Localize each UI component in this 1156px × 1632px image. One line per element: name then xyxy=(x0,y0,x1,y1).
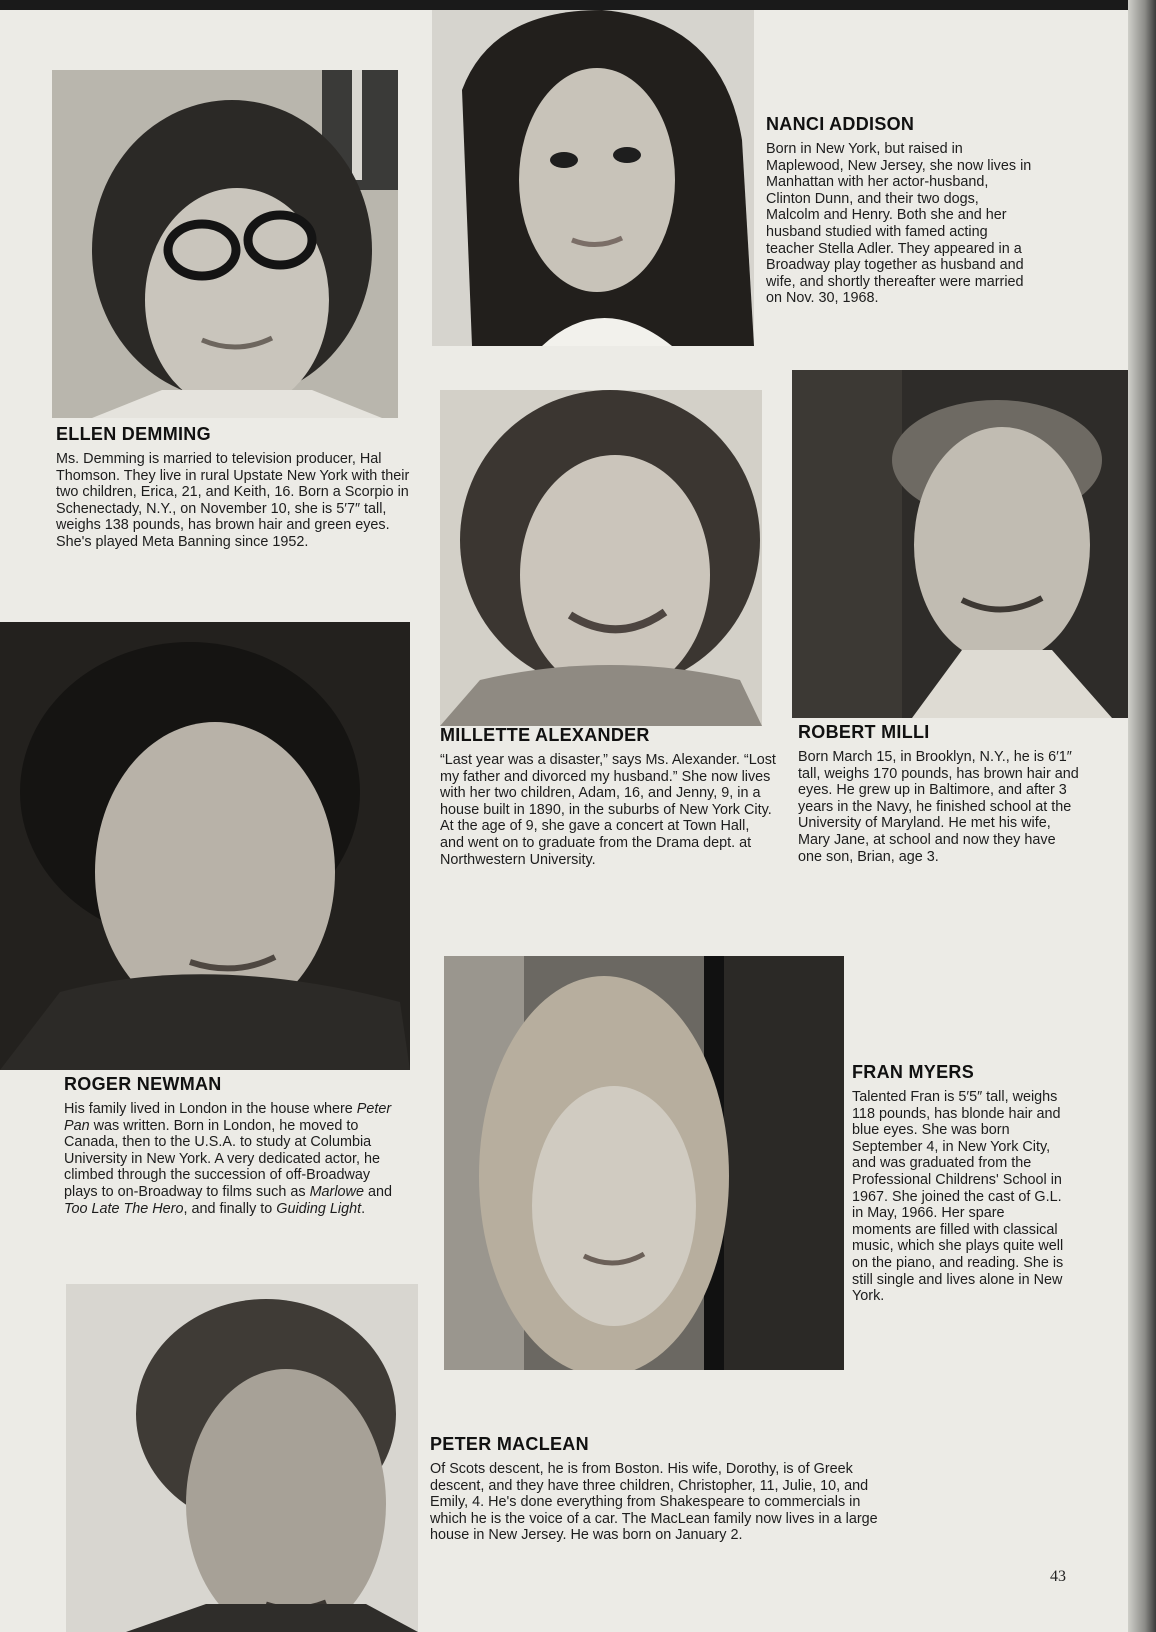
fran-myers-bio xyxy=(852,1062,1064,1305)
fran-myers-name: FRAN MYERS xyxy=(852,1062,975,1082)
nanci-addison-text: Born in New York, but raised in Maplewood, New Jersey, she now lives in Manhattan with her actor-husband, Clinton Dunn, and their two dogs, Malcolm and Henry. Both she and her husband studied with famed acting teacher Stella Adler. They appeared in a Broadway play together as husband and wife, and shortly thereafter were married on Nov. 30, 1968. xyxy=(766,141,1032,307)
peter-maclean-bio xyxy=(430,1434,900,1544)
nanci-addison-bio xyxy=(766,114,1032,307)
ellen-demming-text: Ms. Demming is married to television producer, Hal Thomson. They live in rural Upstate New York with their two children, Erica, 21, and Keith, 16. Born a Scorpio in Schenectady, N.Y., on November 10, she is 5′7″ tall, weighs 138 pounds, has brown hair and green eyes. She's played Meta Banning since 1952. xyxy=(56,451,410,550)
robert-milli-bio xyxy=(798,722,1080,865)
peter-maclean-photo xyxy=(66,1284,418,1632)
fran-myers-photo xyxy=(444,956,844,1370)
millette-alexander-name: MILLETTE ALEXANDER xyxy=(440,725,650,745)
roger-newman-text: His family lived in London in the house where Peter Pan was written. Born in London, he moved to Canada, then to the U.S.A. to study at Columbia University in New York. A very dedicated actor, he climbed through the succession of off-Broadway plays to on-Broadway to films such as Marlowe and Too Late The Hero, and finally to Guiding Light. xyxy=(64,1101,392,1217)
millette-alexander-bio xyxy=(440,725,776,868)
peter-maclean-text: Of Scots descent, he is from Boston. His wife, Dorothy, is of Greek descent, and they have three children, Christopher, 11, Julie, 10, and Emily, 4. He's done everything from Shakespeare to commercials in which he is the voice of a car. The MacLean family now lives in a large house in New Jersey. He was born on January 2. xyxy=(430,1461,878,1544)
millette-alexander-text: “Last year was a disaster,” says Ms. Alexander. “Lost my father and divorced my husband.” She now lives with her two children, Adam, 16, and Jenny, 9, in a house built in 1890, in the suburbs of New York City. At the age of 9, she gave a concert at Town Hall, and went on to graduate from the Drama dept. at Northwestern University. xyxy=(440,752,776,868)
nanci-addison-photo xyxy=(432,10,754,346)
ellen-demming-name: ELLEN DEMMING xyxy=(56,424,211,444)
title-peter-pan: Peter Pan xyxy=(64,1101,392,1134)
page-spine-edge xyxy=(1128,0,1156,1632)
title-too-late-the-hero: Too Late The Hero xyxy=(64,1200,184,1217)
roger-newman-photo xyxy=(0,622,410,1070)
ellen-demming-photo xyxy=(52,70,398,418)
title-marlowe: Marlowe xyxy=(309,1183,364,1200)
robert-milli-text: Born March 15, in Brooklyn, N.Y., he is 6′1″ tall, weighs 170 pounds, has brown hair and eyes. He grew up in Baltimore, and after 3 years in the Navy, he finished school at the University of Maryland. He met his wife, Mary Jane, at school and now they have one son, Brian, age 3. xyxy=(798,749,1079,865)
magazine-page xyxy=(0,10,1140,1632)
robert-milli-photo xyxy=(792,370,1140,718)
roger-newman-name: ROGER NEWMAN xyxy=(64,1074,222,1094)
ellen-demming-bio xyxy=(56,424,410,551)
fran-myers-text: Talented Fran is 5′5″ tall, weighs 118 pounds, has blonde hair and blue eyes. She was born September 4, in New York City, and was graduated from the Professional Childrens' School in 1967. She joined the cast of G.L. in May, 1966. Her spare moments are filled with classical music, which she plays quite well on the piano, and reading. She is still single and lives alone in New York. xyxy=(852,1089,1064,1305)
robert-milli-name: ROBERT MILLI xyxy=(798,722,930,742)
millette-alexander-photo xyxy=(440,390,762,726)
page-number: 43 xyxy=(1050,1568,1066,1585)
peter-maclean-name: PETER MACLEAN xyxy=(430,1434,589,1454)
roger-newman-bio xyxy=(64,1074,404,1217)
nanci-addison-name: NANCI ADDISON xyxy=(766,114,915,134)
title-guiding-light: Guiding Light xyxy=(276,1200,362,1217)
